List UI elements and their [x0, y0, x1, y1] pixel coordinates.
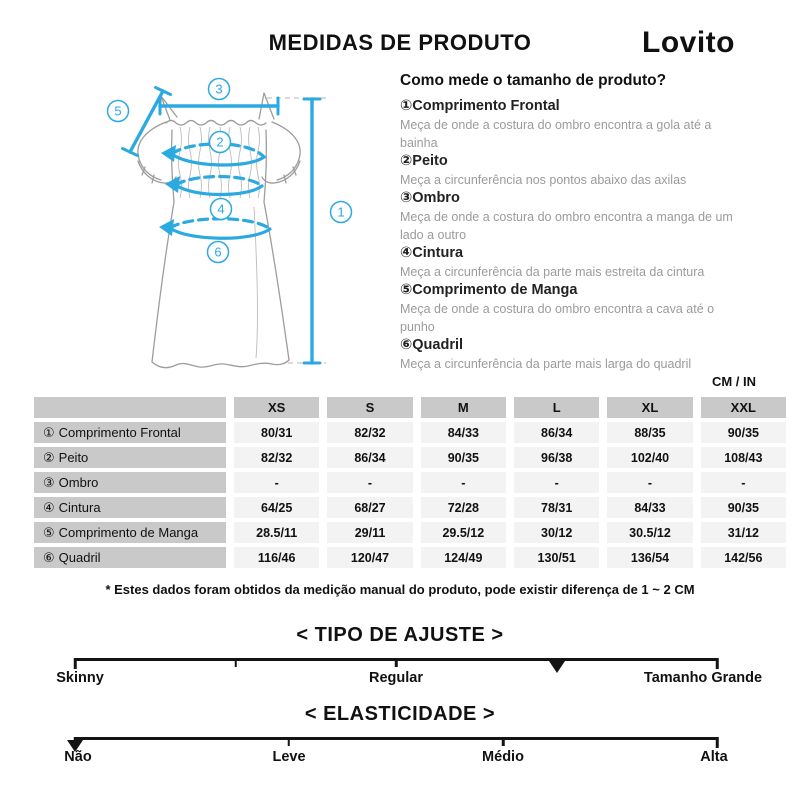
table-cell: 116/46: [234, 547, 319, 568]
badge-5: [108, 101, 129, 122]
table-cell: 90/35: [701, 422, 786, 443]
fit-tick: [74, 658, 77, 669]
row-label: [34, 447, 226, 468]
row-title: Comprimento Frontal: [58, 425, 181, 440]
page-title: MEDIDAS DE PRODUTO: [268, 30, 532, 55]
fit-tick: [234, 658, 237, 667]
guide-item-number: ①: [400, 98, 413, 114]
guide-item-heading: [400, 336, 750, 355]
brand-logo: Lovito: [642, 26, 735, 59]
measuring-guide: [400, 72, 750, 373]
elasticity-tick: [716, 737, 719, 748]
table-cell: 86/34: [327, 447, 412, 468]
fit-label-tamanho-grande: Tamanho Grande: [643, 670, 763, 686]
table-cell: -: [234, 472, 319, 493]
table-cell: 86/34: [514, 422, 599, 443]
guide-item-label: Quadril: [412, 337, 464, 353]
guide-item-desc: Meça de onde a costura do ombro encontra a manga de um lado a outro: [400, 210, 733, 242]
table-cell: 142/56: [701, 547, 786, 568]
row-number: ①: [43, 424, 55, 440]
row-label: [34, 522, 226, 543]
badge-5-number: 5: [114, 103, 122, 119]
table-cell: 30.5/12: [607, 522, 692, 543]
badge-6-number: 6: [214, 244, 222, 260]
guide-item-heading: [400, 152, 750, 171]
size-table: [34, 397, 786, 568]
guide-item-number: ⑥: [400, 337, 413, 353]
table-cell: 31/12: [701, 522, 786, 543]
table-cell: -: [607, 472, 692, 493]
table-cell: 82/32: [234, 447, 319, 468]
badge-1-number: 1: [337, 204, 345, 220]
measure-line-sleeve: [123, 88, 171, 156]
badge-3: [209, 79, 230, 100]
unit-label: CM / IN: [711, 374, 756, 389]
table-cell: 29/11: [327, 522, 412, 543]
table-header-xl: XL: [607, 397, 692, 418]
measurement-disclaimer: * Estes dados foram obtidos da medição manual do produto, pode existir diferença de 1 ~ 2 CM: [105, 582, 695, 597]
row-title: Cintura: [58, 500, 101, 515]
table-cell: 130/51: [514, 547, 599, 568]
table-header-xxl: XXL: [701, 397, 786, 418]
fit-tick: [716, 658, 719, 669]
table-cell: 78/31: [514, 497, 599, 518]
guide-item-desc: Meça a circunferência nos pontos abaixo das axilas: [400, 173, 687, 187]
table-cell: -: [327, 472, 412, 493]
row-label: [34, 472, 226, 493]
row-title: Quadril: [58, 550, 101, 565]
badge-4: [211, 199, 232, 220]
fit-label-regular: Regular: [369, 670, 423, 686]
row-title: Ombro: [58, 475, 99, 490]
elasticity-label-leve: Leve: [272, 749, 306, 765]
guide-item-number: ③: [400, 190, 413, 206]
guide-item-heading: [400, 97, 750, 116]
dashed-connector-lines: [267, 98, 326, 363]
elasticity-scale-axis: [75, 737, 717, 740]
guide-item-label: Comprimento de Manga: [412, 282, 578, 298]
guide-item-desc: Meça a circunferência da parte mais estreita da cintura: [400, 265, 705, 279]
row-title: Comprimento de Manga: [58, 525, 199, 540]
table-cell: 88/35: [607, 422, 692, 443]
table-cell: -: [701, 472, 786, 493]
elasticity-label-nao: Não: [64, 749, 92, 765]
badge-6: [208, 242, 229, 263]
table-cell: 108/43: [701, 447, 786, 468]
guide-item-number: ⑤: [400, 282, 413, 298]
row-number: ③: [43, 474, 55, 490]
guide-item-number: ②: [400, 153, 413, 169]
table-cell: 68/27: [327, 497, 412, 518]
badge-1: [331, 202, 352, 223]
fit-label-skinny: Skinny: [56, 670, 104, 686]
guide-item-label: Cintura: [412, 245, 464, 261]
elasticity-label-alta: Alta: [700, 749, 728, 765]
guide-item-heading: [400, 189, 750, 208]
table-cell: 90/35: [421, 447, 506, 468]
table-cell: 96/38: [514, 447, 599, 468]
table-cell: -: [514, 472, 599, 493]
elasticity-tick: [502, 737, 505, 746]
table-cell: 84/33: [421, 422, 506, 443]
table-header-s: S: [327, 397, 412, 418]
table-cell: 120/47: [327, 547, 412, 568]
table-header-l: L: [514, 397, 599, 418]
guide-item-desc: Meça de onde a costura do ombro encontra a cava até o punho: [400, 302, 715, 334]
badge-3-number: 3: [215, 81, 223, 97]
table-cell: 80/31: [234, 422, 319, 443]
elasticity-tick: [288, 737, 291, 746]
elasticity-label-medio: Médio: [482, 749, 524, 765]
fit-tick: [395, 658, 398, 667]
table-cell: 102/40: [607, 447, 692, 468]
guide-item-heading: [400, 281, 750, 300]
table-cell: -: [421, 472, 506, 493]
fit-scale-title: < TIPO DE AJUSTE >: [296, 624, 504, 646]
badge-2: [210, 132, 231, 153]
row-title: Peito: [58, 450, 89, 465]
table-cell: 84/33: [607, 497, 692, 518]
row-number: ④: [43, 499, 55, 515]
guide-item-label: Ombro: [412, 190, 460, 206]
guide-item-heading: [400, 244, 750, 263]
measure-ellipse-waist: [165, 176, 262, 195]
guide-item-label: Comprimento Frontal: [412, 98, 560, 114]
row-number: ②: [43, 449, 55, 465]
table-cell: 64/25: [234, 497, 319, 518]
elasticity-scale-title: < ELASTICIDADE >: [304, 703, 496, 725]
table-corner-cell: [34, 397, 226, 418]
guide-item-desc: Meça de onde a costura do ombro encontra a gola até a bainha: [400, 118, 712, 150]
table-cell: 28.5/11: [234, 522, 319, 543]
badge-4-number: 4: [217, 201, 225, 217]
dress-measurement-diagram: [60, 75, 400, 385]
measure-line-front-length: [304, 99, 320, 363]
table-cell: 136/54: [607, 547, 692, 568]
table-cell: 124/49: [421, 547, 506, 568]
row-number: ⑤: [43, 524, 55, 540]
row-label: [34, 547, 226, 568]
row-label: [34, 422, 226, 443]
table-cell: 72/28: [421, 497, 506, 518]
guide-title: Como mede o tamanho de produto?: [400, 72, 667, 89]
table-cell: 30/12: [514, 522, 599, 543]
elasticity-scale-labels: [0, 749, 800, 767]
row-label: [34, 497, 226, 518]
guide-item-desc: Meça a circunferência da parte mais larga do quadril: [400, 357, 692, 371]
table-cell: 29.5/12: [421, 522, 506, 543]
guide-item-number: ④: [400, 245, 413, 261]
table-cell: 90/35: [701, 497, 786, 518]
table-cell: 82/32: [327, 422, 412, 443]
badge-2-number: 2: [216, 134, 224, 150]
table-header-m: M: [421, 397, 506, 418]
guide-item-label: Peito: [412, 153, 448, 169]
fit-scale-labels: [0, 670, 800, 688]
table-header-xs: XS: [234, 397, 319, 418]
row-number: ⑥: [43, 549, 55, 565]
measure-ellipse-hip: [159, 219, 270, 239]
